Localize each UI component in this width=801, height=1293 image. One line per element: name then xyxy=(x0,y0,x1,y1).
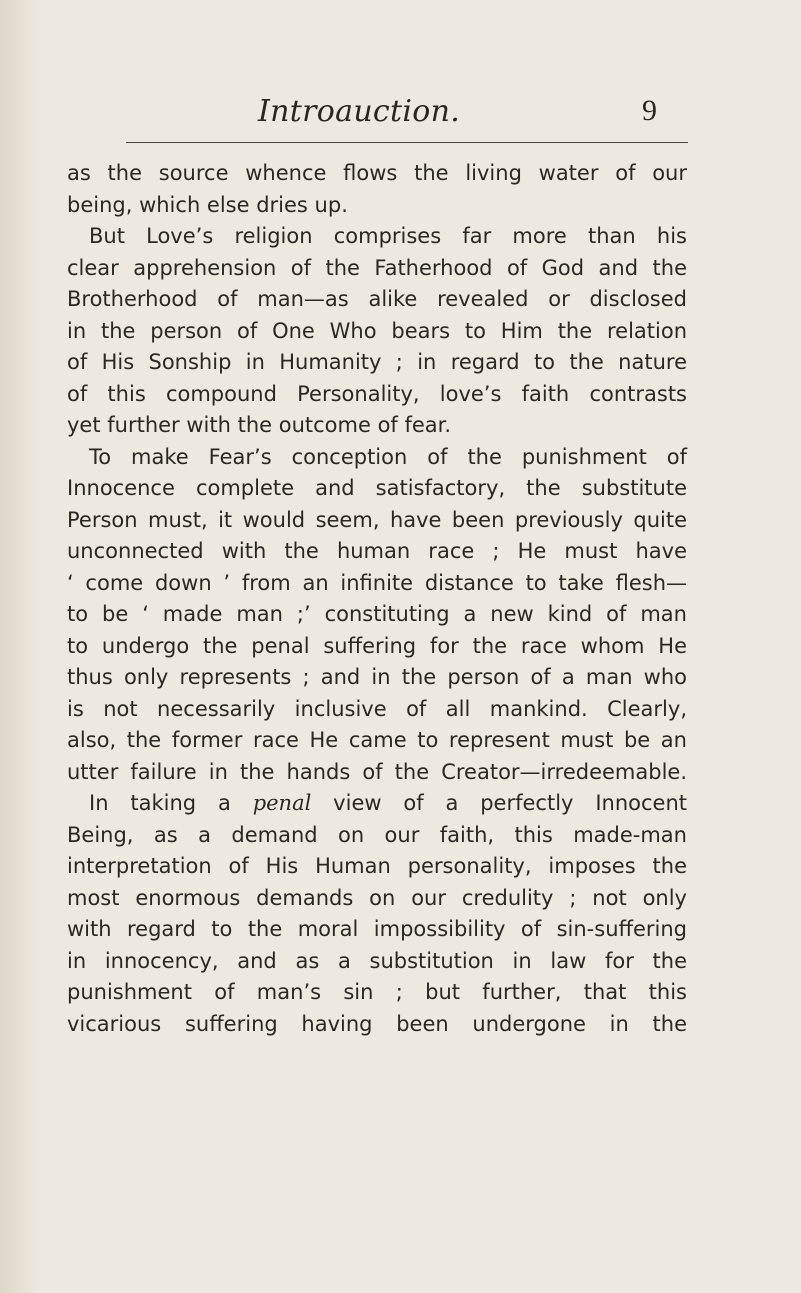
text-line: Being, as a demand on our faith, this made-man xyxy=(67,822,687,847)
text-line: also, the former race He came to represent must be an xyxy=(67,728,687,752)
text-line: utter failure in the hands of the Creator—irredeemable. xyxy=(67,759,687,784)
text-fragment: view of a perfectly Innocent xyxy=(311,791,687,815)
text-line: with regard to the moral impossibility of sin-suffering xyxy=(67,917,687,941)
text-line: ‘ come down ’ from an infinite distance to take flesh— xyxy=(67,570,687,595)
text-line: in innocency, and as a substitution in law for the xyxy=(67,948,687,973)
text-line: Person must, it would seem, have been previously quite xyxy=(67,507,687,532)
text-line: most enormous demands on our credulity ; not only xyxy=(67,885,687,910)
text-line: is not necessarily inclusive of all mankind. Clearly, xyxy=(67,696,687,721)
text-line: thus only represents ; and in the person of a man who xyxy=(67,665,687,689)
text-line: yet further with the outcome of fear. xyxy=(67,413,452,437)
text-line: being, which else dries up. xyxy=(67,192,348,217)
text-line: in the person of One Who bears to Him the relation xyxy=(67,318,687,343)
italic-word: penal xyxy=(252,791,312,815)
text-line: to undergo the penal suffering for the race whom He xyxy=(67,633,687,658)
text-line: clear apprehension of the Fatherhood of God and the xyxy=(67,255,687,280)
binding-gutter xyxy=(0,0,40,1293)
text-line: Brotherhood of man—as alike revealed or disclosed xyxy=(67,287,687,311)
text-line: Innocence complete and satisfactory, the substitute xyxy=(67,476,687,500)
text-line: of His Sonship in Humanity ; in regard to the nature xyxy=(67,350,687,374)
text-line: But Love’s religion comprises far more than his xyxy=(89,224,687,248)
text-fragment: In taking a xyxy=(89,791,253,815)
page-number: 9 xyxy=(642,94,657,127)
text-line: unconnected with the human race ; He must have xyxy=(67,539,687,563)
text-line: vicarious suffering having been undergone in the xyxy=(67,1011,687,1036)
text-line: punishment of man’s sin ; but further, that this xyxy=(67,980,687,1004)
text-line xyxy=(67,788,687,820)
body-text xyxy=(67,158,687,1040)
text-line: to be ‘ made man ;’ constituting a new kind of man xyxy=(67,602,687,626)
text-line: as the source whence flows the living water of our xyxy=(67,161,687,185)
running-title: Introauction. xyxy=(258,94,461,129)
header-rule xyxy=(126,142,688,143)
text-line: To make Fear’s conception of the punishment of xyxy=(89,444,687,469)
text-line: interpretation of His Human personality, imposes the xyxy=(67,854,687,878)
text-line: of this compound Personality, love’s faith contrasts xyxy=(67,381,687,406)
